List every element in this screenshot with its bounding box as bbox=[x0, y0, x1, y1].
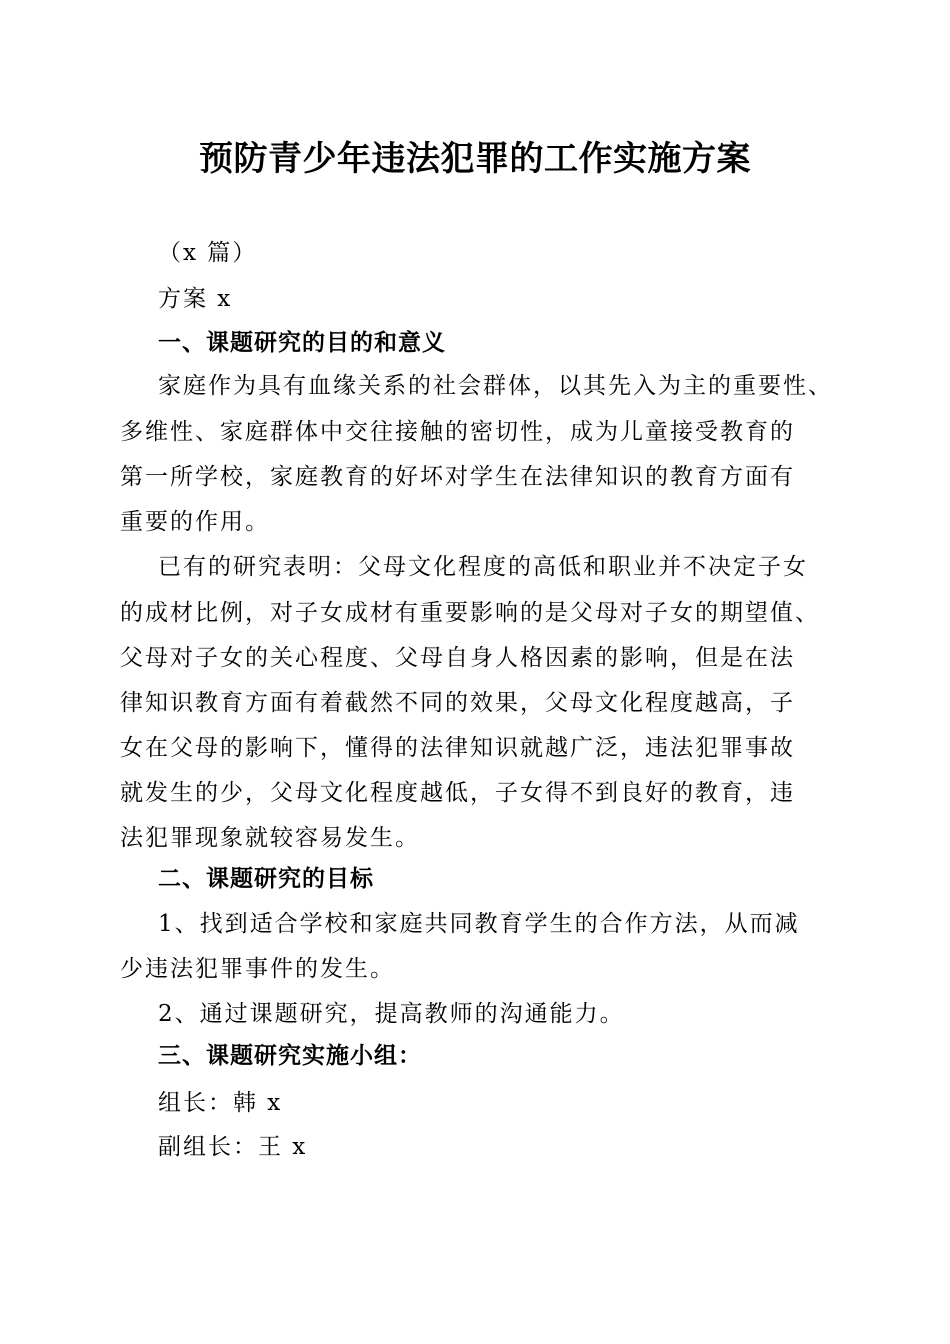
text-line: 的成材比例，对子女成材有重要影响的是父母对子女的期望值、 bbox=[120, 600, 820, 626]
text-line: 2、通过课题研究，提高教师的沟通能力。 bbox=[158, 1001, 625, 1027]
text-line: 方案 x bbox=[158, 286, 233, 312]
text-line: 重要的作用。 bbox=[120, 509, 270, 535]
text-line: 就发生的少，父母文化程度越低，子女得不到良好的教育，违 bbox=[120, 780, 795, 806]
section-heading: 一、课题研究的目的和意义 bbox=[158, 330, 446, 356]
text-line: 法犯罪现象就较容易发生。 bbox=[120, 825, 420, 851]
text-line: 父母对子女的关心程度、父母自身人格因素的影响，但是在法 bbox=[120, 645, 795, 671]
text-line: 已有的研究表明：父母文化程度的高低和职业并不决定子女 bbox=[158, 554, 808, 580]
text-line: 第一所学校，家庭教育的好坏对学生在法律知识的教育方面有 bbox=[120, 464, 795, 490]
text-line: 女在父母的影响下，懂得的法律知识就越广泛，违法犯罪事故 bbox=[120, 735, 795, 761]
text-line: 多维性、家庭群体中交往接触的密切性，成为儿童接受教育的 bbox=[120, 419, 795, 445]
text-line: 少违法犯罪事件的发生。 bbox=[120, 956, 395, 982]
text-line: 副组长：王 x bbox=[158, 1134, 308, 1160]
document-title: 预防青少年违法犯罪的工作实施方案 bbox=[199, 139, 751, 179]
text-line: 家庭作为具有血缘关系的社会群体，以其先入为主的重要性、 bbox=[158, 373, 833, 399]
text-line: 律知识教育方面有着截然不同的效果，父母文化程度越高，子 bbox=[120, 690, 795, 716]
text-line: （x 篇） bbox=[158, 240, 258, 266]
text-line: 组长：韩 x bbox=[158, 1090, 283, 1116]
section-heading: 三、课题研究实施小组： bbox=[158, 1043, 422, 1069]
text-line: 1、找到适合学校和家庭共同教育学生的合作方法，从而减 bbox=[158, 911, 800, 937]
section-heading: 二、课题研究的目标 bbox=[158, 866, 374, 892]
